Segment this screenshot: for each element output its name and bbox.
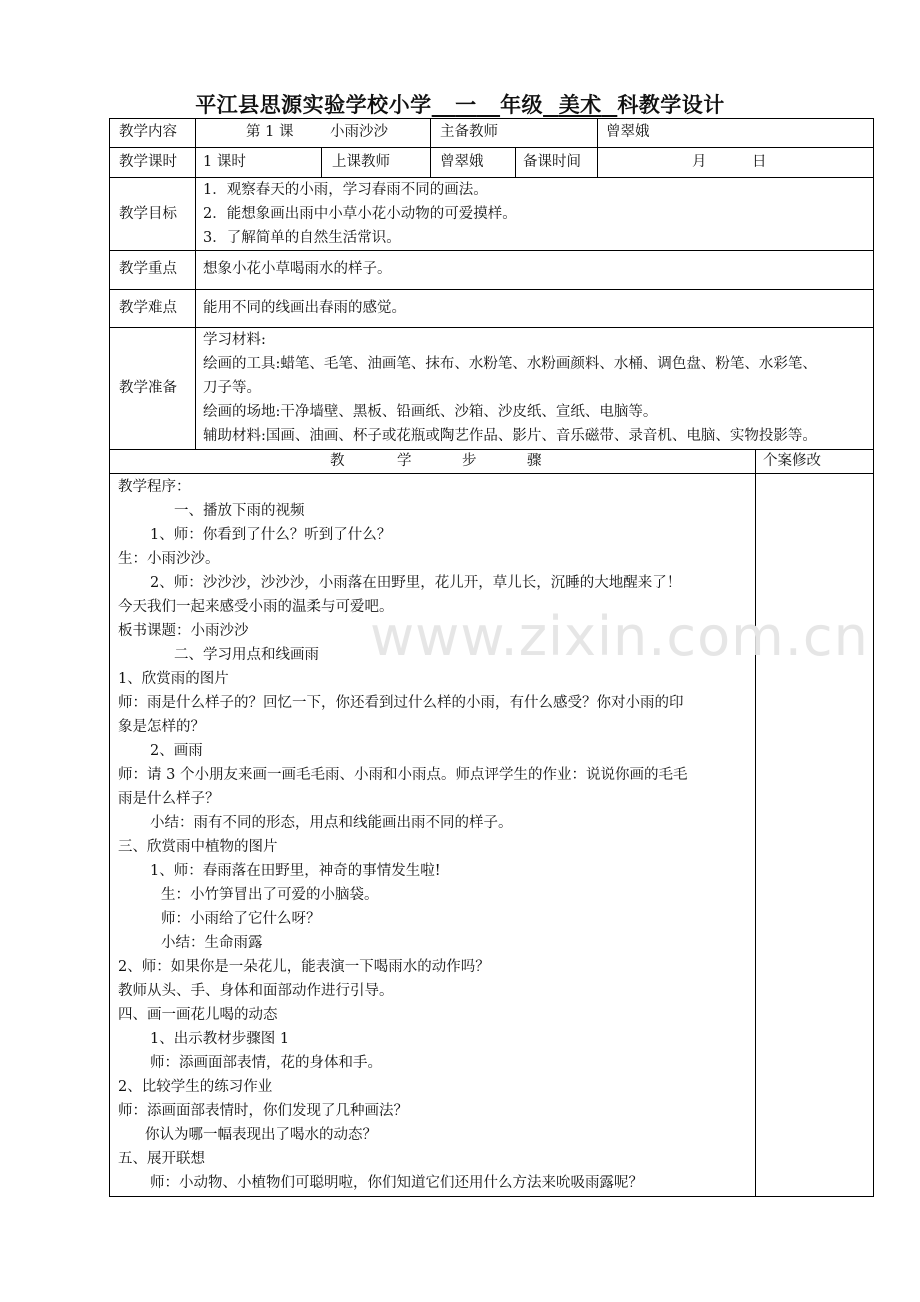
title-grade-blank	[432, 92, 500, 117]
procedure-line: 二、学习用点和线画雨	[174, 647, 319, 663]
procedure-line: 教学程序：	[118, 479, 191, 495]
goal-item: 1．观察春天的小雨，学习春雨不同的画法。	[203, 182, 488, 198]
label-prep-time: 备课时间	[523, 154, 581, 170]
prep-line: 辅助材料:国画、油画、杯子或花瓶或陶艺作品、影片、音乐磁带、录音机、电脑、实物投影等。	[203, 428, 817, 444]
procedure-line: 2、师：沙沙沙，沙沙沙，小雨落在田野里，花儿开，草儿长，沉睡的大地醒来了！	[150, 575, 682, 591]
title-subject-blank	[543, 92, 617, 117]
title-suffix: 科教学设计	[617, 92, 725, 117]
label-prep: 教学准备	[119, 380, 177, 396]
goal-item: 3．了解简单的自然生活常识。	[203, 230, 401, 246]
prep-line: 绘画的场地:干净墙壁、黑板、铅画纸、沙箱、沙皮纸、宣纸、电脑等。	[203, 404, 658, 420]
procedure-line: 1、师：你看到了什么？听到了什么？	[150, 527, 392, 543]
procedure-line: 教师从头、手、身体和面部动作进行引导。	[118, 983, 394, 999]
procedure-line: 生：小雨沙沙。	[118, 551, 220, 567]
prep-month: 月	[692, 154, 707, 170]
main-teacher-name: 曾翠娥	[606, 124, 650, 140]
title-grade-suffix: 年级	[500, 92, 544, 117]
procedure-line: 师：小雨给了它什么呀？	[161, 911, 321, 927]
watermark: www.zixin.com.cn	[370, 605, 869, 668]
prep-line: 学习材料:	[203, 332, 266, 348]
procedure-line: 师：请 3 个小朋友来画一画毛毛雨、小雨和小雨点。师点评学生的作业：说说你画的毛毛	[118, 767, 688, 783]
procedure-line: 四、画一画花儿喝的动态	[118, 1007, 278, 1023]
label-content: 教学内容	[119, 124, 177, 140]
steps-header-char: 学	[397, 453, 412, 469]
title-prefix: 平江县思源实验学校小学	[195, 92, 432, 117]
goal-item: 2．能想象画出雨中小草小花小动物的可爱摸样。	[203, 206, 517, 222]
procedure-line: 1、出示教材步骤图 1	[150, 1031, 290, 1047]
procedure-line: 师：小动物、小植物们可聪明啦，你们知道它们还用什么方法来吮吸雨露呢？	[150, 1175, 643, 1191]
procedure-line: 你认为哪一幅表现出了喝水的动态？	[145, 1127, 377, 1143]
lesson-number: 第 1 课	[246, 124, 294, 140]
label-hours: 教学课时	[119, 154, 177, 170]
procedure-line: 五、展开联想	[118, 1151, 205, 1167]
procedure-line: 板书课题：小雨沙沙	[118, 623, 249, 639]
page-title	[0, 89, 920, 119]
procedure-line: 1、欣赏雨的图片	[118, 671, 229, 687]
procedure-line: 生：小竹笋冒出了可爱的小脑袋。	[161, 887, 379, 903]
procedure-line: 小结：生命雨露	[161, 935, 263, 951]
procedure-line: 2、画雨	[150, 743, 203, 759]
procedure-line: 师：添画面部表情，花的身体和手。	[150, 1055, 382, 1071]
label-key: 教学重点	[119, 261, 177, 277]
prep-day: 日	[752, 154, 767, 170]
title-subject: 美术	[558, 92, 602, 117]
difficult-point: 能用不同的线画出春雨的感觉。	[203, 300, 406, 316]
procedure-line: 今天我们一起来感受小雨的温柔与可爱吧。	[118, 599, 394, 615]
title-grade: 一	[455, 92, 477, 117]
procedure-line: 师：雨是什么样子的？回忆一下，你还看到过什么样的小雨，有什么感受？你对小雨的印	[118, 695, 684, 711]
label-teacher: 上课教师	[332, 154, 390, 170]
steps-header-char: 步	[462, 453, 477, 469]
hours-value: 1 课时	[203, 154, 246, 170]
procedure-line: 1、师：春雨落在田野里，神奇的事情发生啦!	[150, 863, 441, 879]
procedure-line: 师：添画面部表情时，你们发现了几种画法？	[118, 1103, 408, 1119]
lesson-name: 小雨沙沙	[330, 124, 388, 140]
procedure-line: 2、师：如果你是一朵花儿，能表演一下喝雨水的动作吗？	[118, 959, 490, 975]
label-goals: 教学目标	[119, 206, 177, 222]
procedure-line: 2、比较学生的练习作业	[118, 1079, 273, 1095]
label-difficult: 教学难点	[119, 300, 177, 316]
label-main-teacher: 主备教师	[440, 124, 498, 140]
procedure-line: 小结：雨有不同的形态，用点和线能画出雨不同的样子。	[150, 815, 513, 831]
procedure-line: 三、欣赏雨中植物的图片	[118, 839, 278, 855]
procedure-line: 雨是什么样子？	[118, 791, 220, 807]
prep-line: 绘画的工具:蜡笔、毛笔、油画笔、抹布、水粉笔、水粉画颜料、水桶、调色盘、粉笔、水彩笔、	[203, 356, 817, 372]
prep-line: 刀子等。	[203, 380, 261, 396]
key-point: 想象小花小草喝雨水的样子。	[203, 261, 392, 277]
teacher-name: 曾翠娥	[440, 154, 484, 170]
revision-column-header: 个案修改	[763, 453, 821, 469]
steps-header-char: 教	[330, 453, 345, 469]
procedure-line: 一、播放下雨的视频	[174, 503, 305, 519]
procedure-line: 象是怎样的？	[118, 719, 205, 735]
steps-header-char: 骤	[527, 453, 542, 469]
